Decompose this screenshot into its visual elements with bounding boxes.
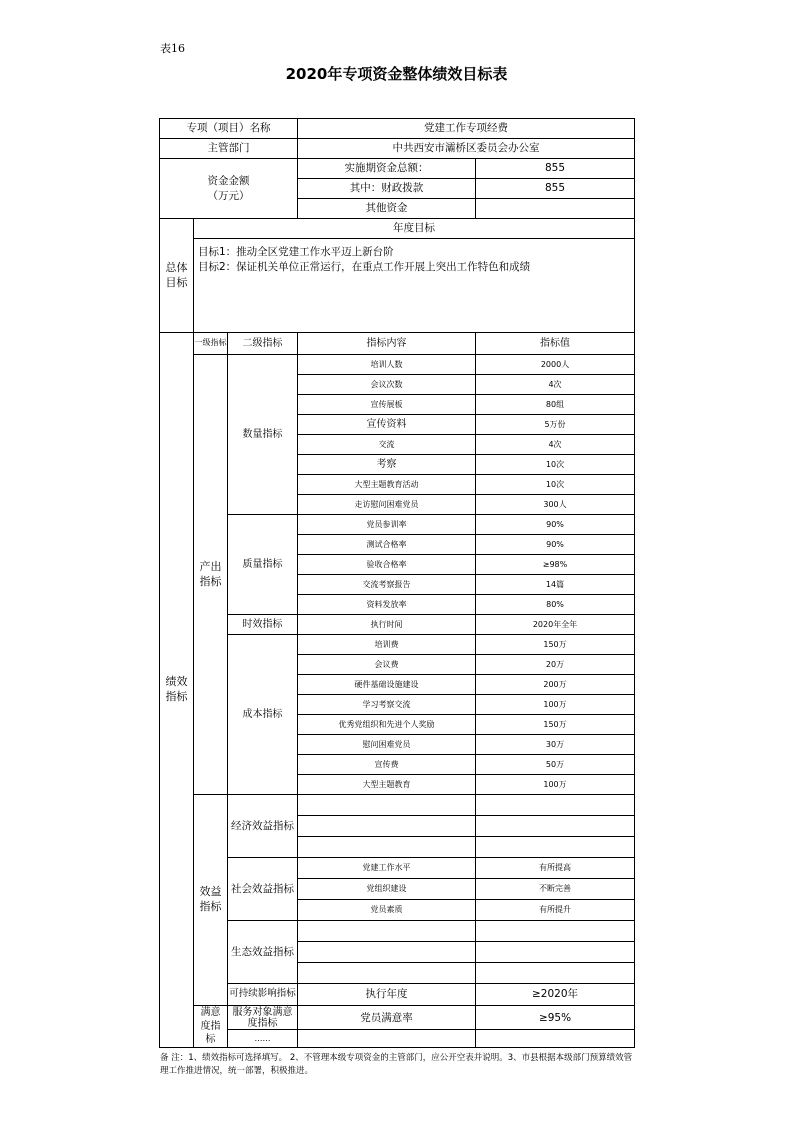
empty-cell xyxy=(298,816,476,837)
indicator-name: 党员素质 xyxy=(298,900,476,921)
project-row xyxy=(160,119,635,139)
indicator-value: 5万份 xyxy=(476,415,635,435)
content-header: 指标内容 xyxy=(298,333,476,355)
empty-cell xyxy=(476,963,635,984)
benefit-label: 效益指标 xyxy=(194,795,228,1006)
indicator-name: 大型主题教育活动 xyxy=(298,475,476,495)
indicator-name: 会议费 xyxy=(298,655,476,675)
overall-goals-row xyxy=(160,239,635,333)
funds-other-label: 其他资金 xyxy=(298,199,476,219)
indicator-value: 90% xyxy=(476,535,635,555)
indicator-value: 150万 xyxy=(476,635,635,655)
empty-cell xyxy=(476,1030,635,1047)
indicator-value: 2020年全年 xyxy=(476,615,635,635)
indicator-name: 会议次数 xyxy=(298,375,476,395)
indicator-name: 宣传展板 xyxy=(298,395,476,415)
empty-cell xyxy=(476,837,635,858)
indicator-name: 执行时间 xyxy=(298,615,476,635)
cost-label: 成本指标 xyxy=(228,635,298,795)
indicator-name: 硬件基础设施建设 xyxy=(298,675,476,695)
indicator-value: ≥2020年 xyxy=(476,984,635,1006)
overall-header-row xyxy=(160,219,635,239)
indicator-value: 10次 xyxy=(476,455,635,475)
indicator-name: 党组织建设 xyxy=(298,879,476,900)
indicator-value: 80% xyxy=(476,595,635,615)
indicator-name: 测试合格率 xyxy=(298,535,476,555)
level1-header: 一级指标 xyxy=(194,333,228,355)
indicator-value: ≥95% xyxy=(476,1006,635,1030)
indicator-name: 执行年度 xyxy=(298,984,476,1006)
goal-1: 目标1：推动全区党建工作水平迈上新台阶 xyxy=(198,246,394,258)
annual-goal-label: 年度目标 xyxy=(194,219,635,239)
empty-cell xyxy=(298,795,476,816)
indicator-name: 验收合格率 xyxy=(298,555,476,575)
empty-cell xyxy=(298,1030,476,1047)
indicator-value: 4次 xyxy=(476,375,635,395)
department-value: 中共西安市灞桥区委员会办公室 xyxy=(298,139,635,159)
table-row xyxy=(160,1006,635,1030)
value-header: 指标值 xyxy=(476,333,635,355)
ecological-label: 生态效益指标 xyxy=(228,921,298,984)
table-row xyxy=(160,858,635,879)
footnote: 备 注：1、绩效指标可选择填写。 2、不管理本级专项资金的主管部门，应公开空表并说明。3、市县根据本级部门预算绩效管理工作推进情况，统一部署，积极推进。 xyxy=(160,1053,633,1076)
annual-goal-content xyxy=(194,239,635,333)
timeliness-label: 时效指标 xyxy=(228,615,298,635)
performance-goal-table xyxy=(159,118,635,1048)
indicator-value: 100万 xyxy=(476,695,635,715)
department-row xyxy=(160,139,635,159)
indicator-value: 2000人 xyxy=(476,355,635,375)
indicator-name: 党员满意率 xyxy=(298,1006,476,1030)
perf-header-row xyxy=(160,333,635,355)
perf-label: 绩效指标 xyxy=(160,333,194,1048)
quantity-label: 数量指标 xyxy=(228,355,298,515)
goal-2: 目标2：保证机关单位正常运行，在重点工作开展上突出工作特色和成绩 xyxy=(198,260,531,273)
table-number: 表16 xyxy=(160,42,185,55)
empty-cell xyxy=(298,837,476,858)
indicator-value: 20万 xyxy=(476,655,635,675)
empty-cell xyxy=(476,921,635,942)
indicator-value: 200万 xyxy=(476,675,635,695)
indicator-value: 不断完善 xyxy=(476,879,635,900)
indicator-value: 90% xyxy=(476,515,635,535)
ellipsis-cell: …… xyxy=(228,1030,298,1047)
output-label: 产出指标 xyxy=(194,355,228,795)
funds-fiscal-value: 855 xyxy=(476,179,635,199)
empty-cell xyxy=(476,795,635,816)
indicator-name: 学习考察交流 xyxy=(298,695,476,715)
funds-fiscal-label: 其中：财政拨款 xyxy=(298,179,476,199)
empty-cell xyxy=(476,942,635,963)
funds-other-value xyxy=(476,199,635,219)
table-row xyxy=(160,515,635,535)
empty-cell xyxy=(298,963,476,984)
economic-label: 经济效益指标 xyxy=(228,795,298,858)
funds-label: 资金金额 xyxy=(207,175,250,188)
indicator-value: 80组 xyxy=(476,395,635,415)
project-label: 专项（项目）名称 xyxy=(160,119,298,139)
table-row xyxy=(160,615,635,635)
indicator-name: 交流 xyxy=(298,435,476,455)
indicator-name: 宣传资料 xyxy=(298,415,476,435)
quality-label: 质量指标 xyxy=(228,515,298,615)
indicator-name: 党建工作水平 xyxy=(298,858,476,879)
indicator-name: 慰问困难党员 xyxy=(298,735,476,755)
indicator-value: 300人 xyxy=(476,495,635,515)
project-value: 党建工作专项经费 xyxy=(298,119,635,139)
table-row xyxy=(160,795,635,816)
table-row xyxy=(160,635,635,655)
indicator-value: 14篇 xyxy=(476,575,635,595)
indicator-name: 宣传费 xyxy=(298,755,476,775)
indicator-value: 4次 xyxy=(476,435,635,455)
empty-cell xyxy=(298,942,476,963)
funds-unit: （万元） xyxy=(207,189,250,202)
table-row xyxy=(160,1030,635,1047)
indicator-name: 资料发放率 xyxy=(298,595,476,615)
indicator-value: 有所提升 xyxy=(476,900,635,921)
department-label: 主管部门 xyxy=(160,139,298,159)
indicator-name: 党员参训率 xyxy=(298,515,476,535)
level2-header: 二级指标 xyxy=(228,333,298,355)
indicator-value: 有所提高 xyxy=(476,858,635,879)
indicator-name: 培训人数 xyxy=(298,355,476,375)
indicator-name: 走访慰问困难党员 xyxy=(298,495,476,515)
funds-label-cell xyxy=(160,159,298,219)
table-row xyxy=(160,355,635,375)
funds-row xyxy=(160,159,635,179)
service-label: 服务对象满意度指标 xyxy=(228,1006,298,1030)
indicator-name: 交流考察报告 xyxy=(298,575,476,595)
indicator-name: 培训费 xyxy=(298,635,476,655)
indicator-value: ≥98% xyxy=(476,555,635,575)
funds-total-label: 实施期资金总额： xyxy=(298,159,476,179)
overall-label: 总体目标 xyxy=(160,219,194,333)
satisfaction-label: 满意度指标 xyxy=(194,1006,228,1048)
page-title: 2020年专项资金整体绩效目标表 xyxy=(285,65,508,83)
sustainable-label: 可持续影响指标 xyxy=(228,984,298,1006)
indicator-value: 50万 xyxy=(476,755,635,775)
indicator-value: 10次 xyxy=(476,475,635,495)
indicator-name: 考察 xyxy=(298,455,476,475)
table-row xyxy=(160,921,635,942)
indicator-value: 100万 xyxy=(476,775,635,795)
indicator-value: 30万 xyxy=(476,735,635,755)
funds-total-value: 855 xyxy=(476,159,635,179)
empty-cell xyxy=(476,816,635,837)
social-label: 社会效益指标 xyxy=(228,858,298,921)
indicator-value: 150万 xyxy=(476,715,635,735)
empty-cell xyxy=(298,921,476,942)
indicator-name: 优秀党组织和先进个人奖励 xyxy=(298,715,476,735)
indicator-name: 大型主题教育 xyxy=(298,775,476,795)
table-row xyxy=(160,984,635,1006)
